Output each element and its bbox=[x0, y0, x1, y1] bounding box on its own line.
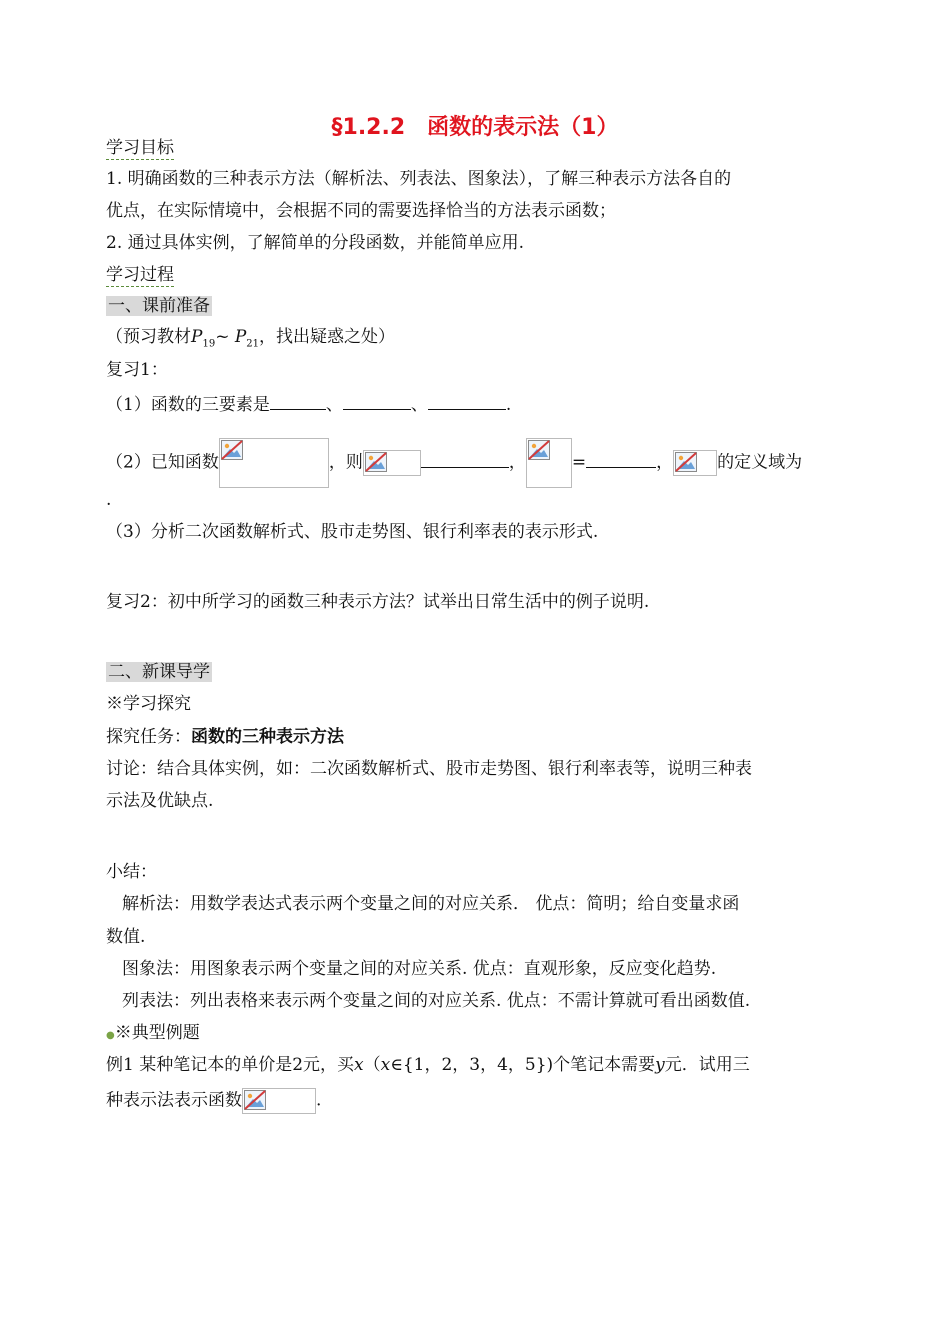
review-1-item-2: （2）已知函数 ，则 ， = ， 的定义域为 bbox=[106, 438, 802, 488]
summary-graph: 图象法：用图象表示两个变量之间的对应关系. 优点：直观形象，反应变化趋势. bbox=[122, 959, 717, 979]
answer-blank[interactable] bbox=[428, 391, 506, 410]
answer-blank[interactable] bbox=[343, 391, 411, 410]
discussion-line-a: 讨论：结合具体实例，如：二次函数解析式、股市走势图、银行利率表等，说明三种表 bbox=[106, 759, 752, 779]
new-lesson-heading: 二、新课导学 bbox=[108, 662, 210, 682]
summary-label: 小结： bbox=[106, 862, 157, 882]
summary-analytic-a: 解析法：用数学表达式表示两个变量之间的对应关系． 优点：简明；给自变量求函 bbox=[122, 894, 740, 914]
page-title: §1.2.2 函数的表示法（1） bbox=[331, 115, 619, 140]
explore-heading: ※学习探究 bbox=[106, 694, 191, 714]
broken-image-icon bbox=[528, 440, 550, 460]
review-1-label: 复习1： bbox=[106, 360, 168, 380]
answer-blank[interactable] bbox=[421, 449, 509, 468]
answer-blank[interactable] bbox=[586, 449, 656, 468]
broken-image-icon bbox=[675, 452, 697, 472]
broken-image-icon bbox=[221, 440, 243, 460]
review-2: 复习2：初中所学习的函数三种表示方法？试举出日常生活中的例子说明. bbox=[106, 592, 650, 612]
review-1-item-1: （1）函数的三要素是 、 、 . bbox=[106, 391, 511, 417]
example-1-line-b: 种表示法表示函数 . bbox=[106, 1088, 321, 1114]
goal-1-line-a: 1. 明确函数的三种表示方法（解析法、列表法、图象法），了解三种表示方法各自的 bbox=[106, 169, 732, 189]
formula-image bbox=[673, 450, 717, 476]
process-heading: 学习过程 bbox=[106, 265, 174, 285]
summary-table: 列表法：列出表格来表示两个变量之间的对应关系. 优点：不需计算就可看出函数值. bbox=[122, 991, 751, 1011]
margin-mark: ● bbox=[106, 1030, 115, 1041]
goal-1-line-b: 优点，在实际情境中，会根据不同的需要选择恰当的方法表示函数； bbox=[106, 201, 616, 221]
broken-image-icon bbox=[365, 452, 387, 472]
summary-analytic-b: 数值. bbox=[106, 927, 146, 947]
example-1-line-a: 例1 某种笔记本的单价是2元，买x（x∈{1，2，3，4，5})个笔记本需要y元．试用三 bbox=[106, 1055, 750, 1075]
preview-note: （预习教材$P_{19}\sim$ $P_{21}$，找出疑惑之处） bbox=[106, 327, 396, 350]
formula-image bbox=[219, 438, 329, 488]
examples-heading: ●※典型例题 bbox=[106, 1023, 200, 1043]
answer-blank[interactable] bbox=[270, 391, 326, 410]
goal-2: 2. 通过具体实例，了解简单的分段函数，并能简单应用. bbox=[106, 233, 525, 253]
review-1-item-3: （3）分析二次函数解析式、股市走势图、银行利率表的表示形式. bbox=[106, 522, 599, 542]
lone-period: . bbox=[106, 490, 112, 510]
explore-task: 探究任务：函数的三种表示方法 bbox=[106, 727, 344, 747]
formula-image bbox=[526, 438, 572, 488]
discussion-line-b: 示法及优缺点. bbox=[106, 791, 214, 811]
broken-image-icon bbox=[244, 1090, 266, 1110]
goals-heading: 学习目标 bbox=[106, 138, 174, 158]
formula-image bbox=[363, 450, 421, 476]
formula-image bbox=[242, 1088, 316, 1114]
prep-heading: 一、课前准备 bbox=[108, 296, 210, 316]
